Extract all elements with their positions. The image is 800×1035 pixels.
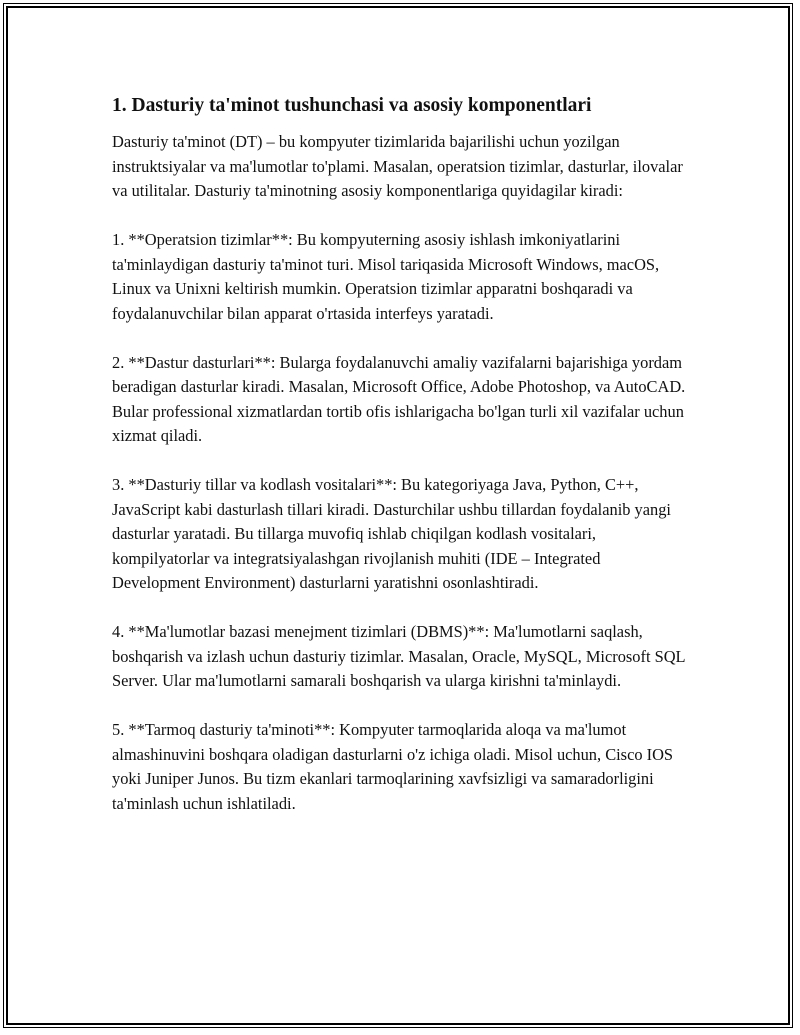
paragraph-network-software: 5. **Tarmoq dasturiy ta'minoti**: Kompyuter tarmoqlarida aloqa va ma'lumot almashinuvini boshqara oladigan dasturlarni o'z ichiga oladi. Misol uchun, Cisco IOS yoki Juniper Junos. Bu tizm ekanlari tarmoqlarining xavfsizligi va samaradorligini ta'minlash uchun ishlatiladi. bbox=[112, 720, 674, 813]
paragraph-operating-systems: 1. **Operatsion tizimlar**: Bu kompyuterning asosiy ishlash imkoniyatlarini ta'minlaydigan dasturiy ta'minot turi. Misol tariqasida Microsoft Windows, macOS, Linux va Unixni keltirish mumkin. Operatsion tizimlar apparatni boshqaradi va foydalanuvchilar bilan apparat o'rtasida interfeys yaratadi. bbox=[112, 230, 660, 323]
paragraph-programming-languages: 3. **Dasturiy tillar va kodlash vositalari**: Bu kategoriyaga Java, Python, C++, JavaScript kabi dasturlash tillari kiradi. Dasturchilar ushbu tillardan foydalanib yangi dasturlar yaratadi. Bu tillarga muvofiq ishlab chiqilgan kodlash vositalari, kompilyatorlar va integratsiyalashgan rivojlanish muhiti (IDE – Integrated Development Environment) dasturlarni yaratishni osonlashtiradi. bbox=[112, 475, 671, 592]
document-title: 1. Dasturiy ta'minot tushunchasi va asosiy komponentlari bbox=[112, 95, 592, 116]
intro-paragraph: Dasturiy ta'minot (DT) – bu kompyuter tizimlarida bajarilishi uchun yozilgan instruktsiyalar va ma'lumotlar to'plami. Masalan, operatsion tizimlar, dasturlar, ilovalar va utilitalar. Dasturiy ta'minotning asosiy komponentlariga quyidagilar kiradi: bbox=[112, 132, 683, 200]
paragraph-dbms: 4. **Ma'lumotlar bazasi menejment tizimlari (DBMS)**: Ma'lumotlarni saqlash, boshqarish va izlash uchun dasturiy tizimlar. Masalan, Oracle, MySQL, Microsoft SQL Server. Ular ma'lumotlarni samarali boshqarish va ularga kirishni ta'minlaydi. bbox=[112, 622, 685, 690]
paragraph-application-software: 2. **Dastur dasturlari**: Bularga foydalanuvchi amaliy vazifalarni bajarishiga yordam beradigan dasturlar kiradi. Masalan, Microsoft Office, Adobe Photoshop, va AutoCAD. Bular professional xizmatlardan tortib ofis ishlarigacha bo'lgan turli xil vazifalar uchun xizmat qiladi. bbox=[112, 352, 686, 445]
document-body bbox=[112, 92, 692, 841]
